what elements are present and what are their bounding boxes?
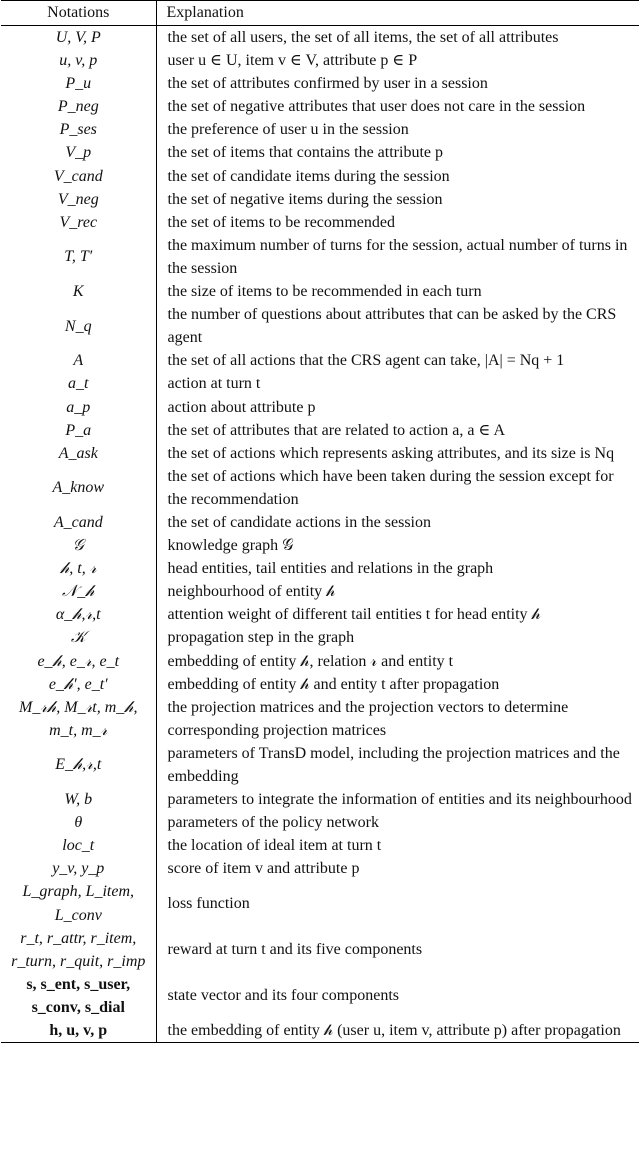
explanation-cell: the number of questions about attributes that can be asked by the CRS agent [167,306,617,347]
table-row [1,1019,639,1043]
notation-cell: P_u [1,72,156,95]
notation-cell: A_cand [1,511,156,534]
notation-cell: α_𝒽,𝓇,t [1,603,156,626]
notation-cell: e_𝒽′, e_t′ [1,673,156,696]
explanation-cell: neighbourhood of entity 𝒽 [167,583,336,601]
explanation-cell: score of item v and attribute p [167,860,360,878]
notation-cell: A_ask [1,442,156,465]
notation-table [1,0,639,1043]
notation-cell: P_ses [1,118,156,141]
table-row [1,927,639,973]
notation-cell: A_know [1,465,156,511]
notation-cell: r_t, r_attr, r_item, r_turn, r_quit, r_imp [1,927,156,973]
table-row [1,372,639,395]
explanation-cell: embedding of entity 𝒽 and entity t after propagation [167,675,500,693]
explanation-cell: the location of ideal item at turn t [167,837,382,855]
notation-cell: 𝒢 [1,534,156,557]
notation-cell: 𝒽, t, 𝓇 [1,557,156,580]
explanation-cell: the set of all users, the set of all items, the set of all attributes [167,29,559,46]
notation-cell: e_𝒽, e_𝓇, e_t [1,650,156,673]
table-row [1,742,639,788]
notation-cell: a_p [1,396,156,419]
explanation-cell: parameters of the policy network [167,814,379,832]
notation-cell: loc_t [1,834,156,857]
table-row [1,557,639,580]
notation-cell: V_p [1,141,156,164]
notation-cell: a_t [1,372,156,395]
notation-cell: A [1,349,156,372]
table-row [1,788,639,811]
explanation-cell: user u ∈ U, item v ∈ V, attribute p ∈ P [167,52,418,70]
explanation-cell: action about attribute p [167,398,316,416]
explanation-cell: parameters of TransD model, including the projection matrices and the embedding [167,744,620,785]
explanation-cell: the set of candidate items during the session [167,167,450,185]
notation-cell: L_graph, L_item, L_conv [1,880,156,926]
explanation-cell: the set of actions which represents asking attributes, and its size is Nq [167,444,615,462]
table-row [1,811,639,834]
table-row [1,603,639,626]
table-row [1,534,639,557]
explanation-cell: parameters to integrate the information of entities and its neighbourhood [167,791,632,809]
explanation-cell: the embedding of entity 𝒽 (user u, item v, attribute p) after propagation [156,1019,639,1043]
notation-cell: P_a [1,419,156,442]
explanation-cell: state vector and its four components [167,987,399,1005]
notation-cell: h, u, v, p [1,1019,156,1043]
table-row [1,49,639,72]
table-row [1,234,639,280]
explanation-cell: the preference of user u in the session [167,121,409,139]
notation-cell: P_neg [1,95,156,118]
explanation-cell: embedding of entity 𝒽, relation 𝓇 and entity t [167,652,454,670]
table-row [1,880,639,926]
table-row [1,211,639,234]
table-row [1,857,639,880]
table-row [1,696,639,742]
notation-cell: E_𝒽,𝓇,t [1,742,156,788]
table-row [1,834,639,857]
explanation-cell: action at turn t [167,375,261,393]
explanation-cell: knowledge graph 𝒢 [167,537,294,555]
explanation-cell: the set of candidate actions in the session [167,513,431,531]
notation-cell: K [1,280,156,303]
table-row [1,26,639,50]
notation-cell: y_v, y_p [1,857,156,880]
table-row [1,72,639,95]
header-notations: Notations [1,1,156,26]
notation-cell: s, s_ent, s_user, s_conv, s_dial [1,973,156,1019]
notation-cell: M_𝓇𝒽, M_𝓇t, m_𝒽, m_t, m_𝓇 [1,696,156,742]
table-row [1,188,639,211]
table-row [1,650,639,673]
notation-cell: U, V, P [1,26,156,50]
notation-cell: W, b [1,788,156,811]
explanation-cell: the set of negative attributes that user does not care in the session [167,98,586,116]
table-row [1,419,639,442]
header-explanation: Explanation [156,1,639,26]
table-row [1,465,639,511]
table-row [1,95,639,118]
explanation-cell: the maximum number of turns for the session, actual number of turns in the session [167,236,628,277]
table-body [1,26,639,1043]
notation-cell: u, v, p [1,49,156,72]
notation-cell: V_cand [1,165,156,188]
explanation-cell: the set of attributes that are related to action a, a ∈ A [167,421,505,439]
table-row [1,626,639,649]
explanation-cell: propagation step in the graph [167,629,355,647]
explanation-cell: the set of actions which have been taken during the session except for the recommendation [167,467,614,508]
notation-cell: θ [1,811,156,834]
table-row [1,118,639,141]
explanation-cell: the set of all actions that the CRS agent can take, |A| = Nq + 1 [167,352,565,370]
table-row [1,580,639,603]
table-row [1,511,639,534]
notation-cell: T, T′ [1,234,156,280]
explanation-cell: the size of items to be recommended in each turn [167,283,482,301]
explanation-cell: the set of attributes confirmed by user in a session [167,75,488,93]
notation-cell: 𝒦 [1,626,156,649]
explanation-cell: loss function [167,895,250,913]
table-row [1,303,639,349]
table-row [1,165,639,188]
notation-cell: V_neg [1,188,156,211]
table-row [1,141,639,164]
explanation-cell: the projection matrices and the projection vectors to determine corresponding projection matrices [167,698,569,739]
table-row [1,973,639,1019]
table-row [1,396,639,419]
explanation-cell: attention weight of different tail entities t for head entity 𝒽 [167,606,541,624]
table-row [1,349,639,372]
explanation-cell: the set of items to be recommended [167,213,395,231]
header-row [1,1,639,26]
notation-cell: V_rec [1,211,156,234]
explanation-cell: the set of items that contains the attribute p [167,144,443,162]
table-row [1,280,639,303]
table-row [1,673,639,696]
notation-cell: 𝒩_𝒽 [1,580,156,603]
explanation-cell: reward at turn t and its five components [167,941,423,959]
explanation-cell: the set of negative items during the session [167,190,443,208]
explanation-cell: head entities, tail entities and relations in the graph [167,560,494,578]
notation-cell: N_q [1,303,156,349]
table-row [1,442,639,465]
